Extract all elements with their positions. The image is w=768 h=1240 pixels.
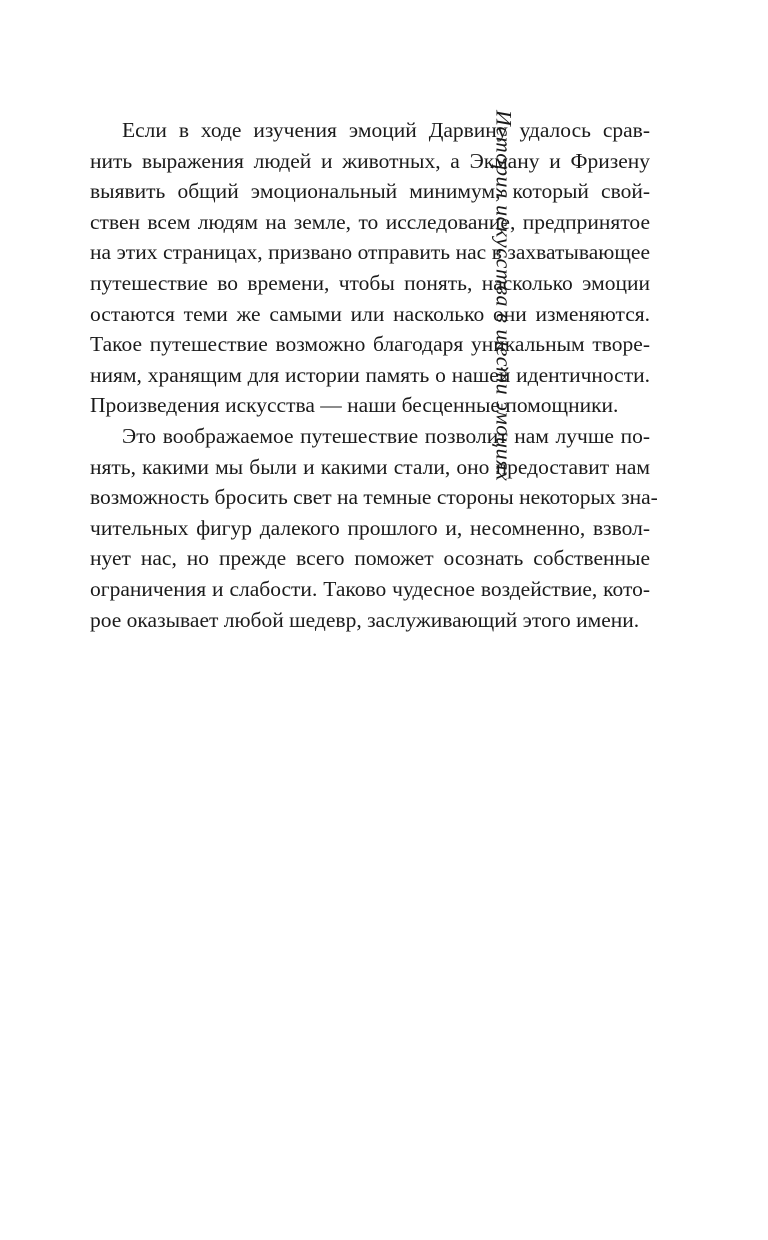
- text-line: чительных фигур далекого прошлого и, несомненно, взвол-: [90, 515, 650, 540]
- text-line: Это воображаемое путешествие позволит нам лучше по-: [122, 423, 650, 448]
- text-line: Произведения искусства — наши бесценные помощники.: [90, 393, 619, 418]
- text-line: на этих страницах, призвано отправить нас в захватывающее: [90, 240, 650, 265]
- paragraph-2: [90, 421, 658, 635]
- paragraph-1: [90, 115, 650, 421]
- text-line: путешествие во времени, чтобы понять, насколько эмоции: [90, 270, 650, 295]
- body-text: [90, 115, 658, 635]
- text-line: ограничения и слабости. Таково чудесное воздействие, кото-: [90, 576, 650, 601]
- text-line: рое оказывает любой шедевр, заслуживающий этого имени.: [90, 607, 640, 632]
- text-line: ствен всем людям на земле, то исследование, предпринятое: [90, 209, 650, 234]
- running-head: [491, 110, 714, 650]
- text-line: Такое путешествие возможно благодаря уникальным творе-: [90, 332, 650, 357]
- text-line: выявить общий эмоциональный минимум, который свой-: [90, 179, 650, 204]
- text-line: нить выражения людей и животных, а Экману и Фризену: [90, 148, 650, 173]
- text-line: остаются теми же самыми или насколько они изменяются.: [90, 301, 650, 326]
- text-line: ниям, хранящим для истории память о нашей идентичности.: [90, 362, 650, 387]
- running-head-title: История искусства в шести эмоциях: [491, 110, 517, 482]
- text-line: возможность бросить свет на темные стороны некоторых зна-: [90, 485, 658, 510]
- text-line: нует нас, но прежде всего поможет осознать собственные: [90, 546, 650, 571]
- text-line: Если в ходе изучения эмоций Дарвину удалось срав-: [122, 118, 650, 142]
- text-line: нять, какими мы были и какими стали, оно предоставит нам: [90, 454, 650, 479]
